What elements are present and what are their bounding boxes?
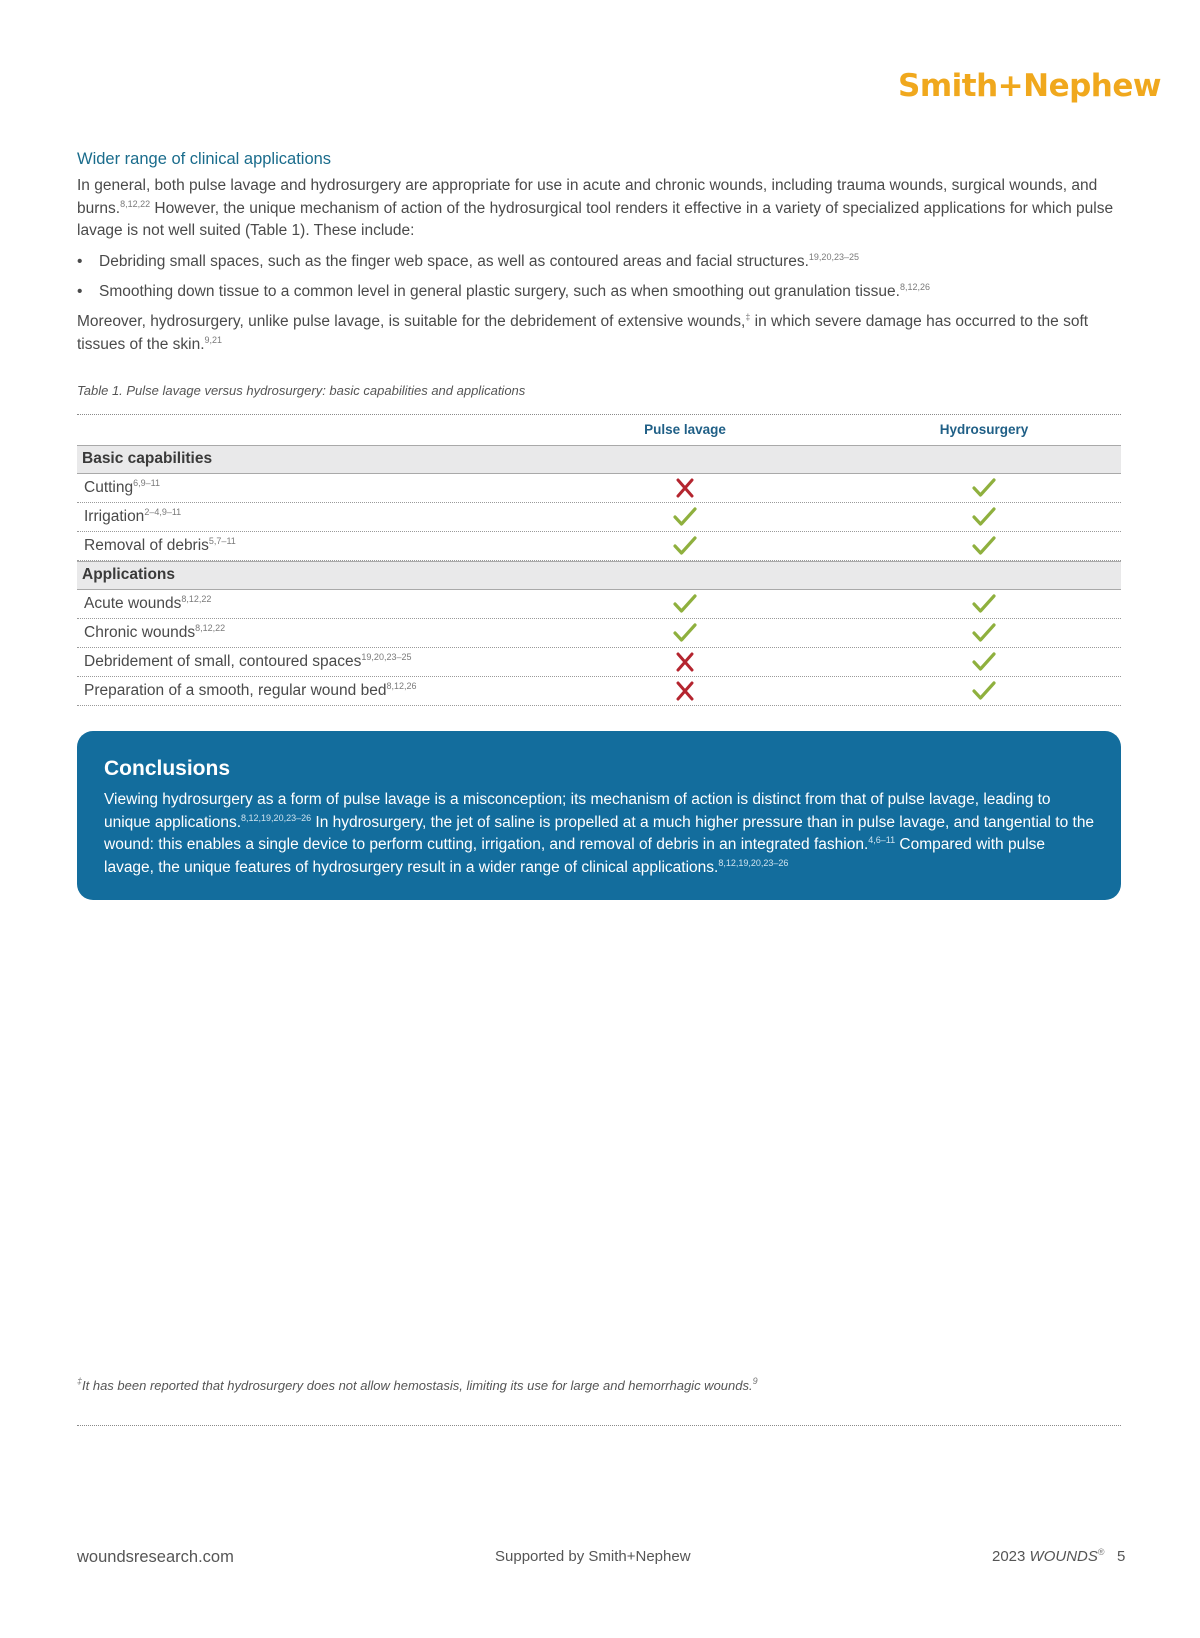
intro-text-a: In general, both pulse lavage and hydrosurgery are appropriate for use in acute and chronic wounds, including trauma wounds, surgical wounds, and burns. <box>77 177 1098 217</box>
conclusions-title: Conclusions <box>104 757 231 780</box>
check-icon <box>972 535 996 557</box>
moreover-text-a: Moreover, hydrosurgery, unlike pulse lavage, is suitable for the debridement of extensive wounds, <box>77 313 746 330</box>
footer-year: 2023 <box>992 1548 1026 1565</box>
cross-icon <box>673 651 697 673</box>
check-icon <box>673 622 697 644</box>
check-icon <box>673 506 697 528</box>
table-row <box>77 590 1121 619</box>
moreover-sup: 9,21 <box>204 334 223 345</box>
moreover-text-b: in which severe damage has occurred to the soft tissues of the skin. <box>77 313 1089 353</box>
intro-text-b: However, the unique mechanism of action of the hydrosurgical tool renders it effective in a variety of specialized applications for which pulse lavage is not well suited (Table 1). These include: <box>77 199 1114 239</box>
row-reference-sup: 2–4,9–11 <box>144 507 182 517</box>
check-icon <box>972 506 996 528</box>
intro-paragraph <box>77 175 1121 243</box>
footer-page-info <box>992 1548 1192 1565</box>
row-label <box>84 508 181 526</box>
page-number: 5 <box>1117 1548 1126 1565</box>
comparison-table <box>77 414 1121 706</box>
footer-reg: ® <box>1097 1547 1105 1557</box>
row-label <box>84 537 236 555</box>
conclusions-box <box>77 731 1121 900</box>
footer-support: Supported by Smith+Nephew <box>495 1548 691 1565</box>
conclusions-text <box>104 789 1099 879</box>
check-icon <box>972 622 996 644</box>
row-label <box>84 479 160 497</box>
bullet-text-main: Smoothing down tissue to a common level in general plastic surgery, such as when smoothing out granulation tissue. <box>99 283 900 300</box>
table-body <box>77 445 1121 706</box>
check-icon <box>972 651 996 673</box>
footnote <box>77 1378 758 1393</box>
row-label-text: Preparation of a smooth, regular wound bed <box>84 682 387 699</box>
bullet-text <box>99 281 930 303</box>
conclusions-text-b: In hydrosurgery, the jet of saline is propelled at a much higher pressure than in pulse lavage, and tangential to the wound: this enables a single device to perform cutting, irrigation, and removal of debris in an integrated fashion. <box>104 813 1095 853</box>
table-row <box>77 677 1121 706</box>
row-label-text: Irrigation <box>84 508 145 525</box>
logo-text-right: Nephew <box>1023 68 1162 104</box>
row-reference-sup: 5,7–11 <box>208 536 236 546</box>
row-label-text: Chronic wounds <box>84 624 196 641</box>
bullet-dot: • <box>77 283 83 300</box>
row-reference-sup: 8,12,26 <box>386 681 417 691</box>
row-reference-sup: 6,9–11 <box>133 478 160 488</box>
logo-plus: + <box>997 68 1024 104</box>
bullet-sup: 8,12,26 <box>899 282 931 292</box>
logo-text-left: Smith <box>898 68 998 104</box>
footnote-rule <box>77 1425 1121 1426</box>
row-label <box>84 653 411 671</box>
conclusions-sup-a: 8,12,19,20,23–26 <box>241 812 312 823</box>
check-icon <box>972 477 996 499</box>
footer-journal: WOUNDS <box>1029 1548 1098 1565</box>
moreover-paragraph <box>77 311 1121 356</box>
table-row <box>77 474 1121 503</box>
footer-site-link[interactable]: woundsresearch.com <box>77 1548 234 1566</box>
check-icon <box>673 593 697 615</box>
table-row <box>77 648 1121 677</box>
bullet-sup: 19,20,23–25 <box>808 252 859 262</box>
table-section-header <box>77 561 1121 590</box>
check-icon <box>673 535 697 557</box>
row-reference-sup: 19,20,23–25 <box>361 652 412 662</box>
table-row <box>77 619 1121 648</box>
row-label <box>84 595 211 613</box>
table-caption: Table 1. Pulse lavage versus hydrosurgery: basic capabilities and applications <box>77 383 526 398</box>
cross-icon <box>673 680 697 702</box>
row-label-text: Cutting <box>84 479 134 496</box>
intro-sup: 8,12,22 <box>120 198 151 209</box>
row-label <box>84 624 225 642</box>
footnote-sup: 9 <box>752 1376 758 1386</box>
row-label <box>84 682 416 700</box>
table-section-title: Applications <box>82 566 176 583</box>
check-icon <box>972 680 996 702</box>
table-header <box>77 415 1121 445</box>
check-icon <box>972 593 996 615</box>
row-label-text: Acute wounds <box>84 595 182 612</box>
table-section-header <box>77 445 1121 474</box>
table-section-title: Basic capabilities <box>82 450 213 467</box>
conclusions-sup-c: 8,12,19,20,23–26 <box>718 857 789 868</box>
conclusions-text-a: Viewing hydrosurgery as a form of pulse lavage is a misconception; its mechanism of action is distinct from that of pulse lavage, leading to unique applications. <box>104 791 1051 831</box>
table-row <box>77 532 1121 561</box>
footnote-dagger: ‡ <box>77 1376 83 1386</box>
footnote-text: It has been reported that hydrosurgery does not allow hemostasis, limiting its use for large and hemorrhagic wounds. <box>82 1378 753 1393</box>
bullet-text-main: Debriding small spaces, such as the finger web space, as well as contoured areas and facial structures. <box>99 253 809 270</box>
conclusions-text-c: Compared with pulse lavage, the unique features of hydrosurgery result in a wider range of clinical applications. <box>104 836 1046 876</box>
conclusions-sup-b: 4,6–11 <box>868 835 896 845</box>
column-header-hydrosurgery: Hydrosurgery <box>939 422 1029 437</box>
cross-icon <box>673 477 697 499</box>
bullet-text <box>99 251 859 273</box>
column-header-pulse-lavage: Pulse lavage <box>644 422 726 437</box>
row-reference-sup: 8,12,22 <box>181 594 212 604</box>
row-label-text: Removal of debris <box>84 537 209 554</box>
table-row <box>77 503 1121 532</box>
dagger-mark: ‡ <box>745 312 751 322</box>
row-reference-sup: 8,12,22 <box>195 623 226 633</box>
bullet-dot: • <box>77 253 83 270</box>
smith-nephew-logo <box>898 68 1162 104</box>
row-label-text: Debridement of small, contoured spaces <box>84 653 362 670</box>
section-heading: Wider range of clinical applications <box>77 150 332 168</box>
